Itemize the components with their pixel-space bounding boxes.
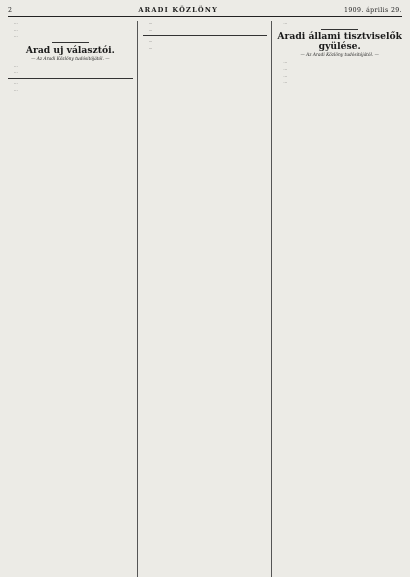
columns [8, 21, 402, 577]
paragraph: ... [283, 59, 288, 65]
paragraph: ... [14, 21, 18, 25]
paragraph: ... [148, 37, 153, 43]
paragraph: ... [283, 65, 288, 71]
paragraph: ... [14, 80, 18, 86]
paragraph: ... [148, 21, 153, 25]
separator [8, 78, 133, 79]
paragraph: ... [148, 44, 153, 50]
issue-date: 1909. április 29. [343, 7, 402, 14]
paragraph: ... [283, 21, 288, 25]
separator [52, 42, 89, 43]
paragraph: ... [283, 72, 288, 78]
page-number: 2 [8, 7, 13, 14]
paragraph: ... [283, 79, 288, 85]
separator [321, 29, 358, 30]
paragraph: ... [14, 69, 18, 75]
paragraph: ... [14, 62, 18, 68]
byline: — Az Aradi Közlöny tudósitójától. — [31, 56, 110, 62]
paragraph: ... [14, 33, 18, 39]
column-3 [277, 21, 402, 577]
paragraph: ... [14, 26, 18, 32]
headline-aradi-allami-tisztviselok: Aradi állami tisztviselők gyülése. [277, 31, 402, 53]
separator [143, 35, 268, 36]
paragraph: ... [148, 26, 153, 32]
paragraph: ... [14, 87, 18, 93]
column-1 [8, 21, 138, 577]
masthead [8, 6, 402, 17]
headline-arad-uj-valasztoi: Arad uj választói. [25, 44, 115, 56]
newspaper-title: ARADI KÖZLÖNY [138, 6, 218, 14]
byline: — Az Aradi Közlöny tudósitójától. — [300, 53, 379, 59]
column-2 [143, 21, 273, 577]
